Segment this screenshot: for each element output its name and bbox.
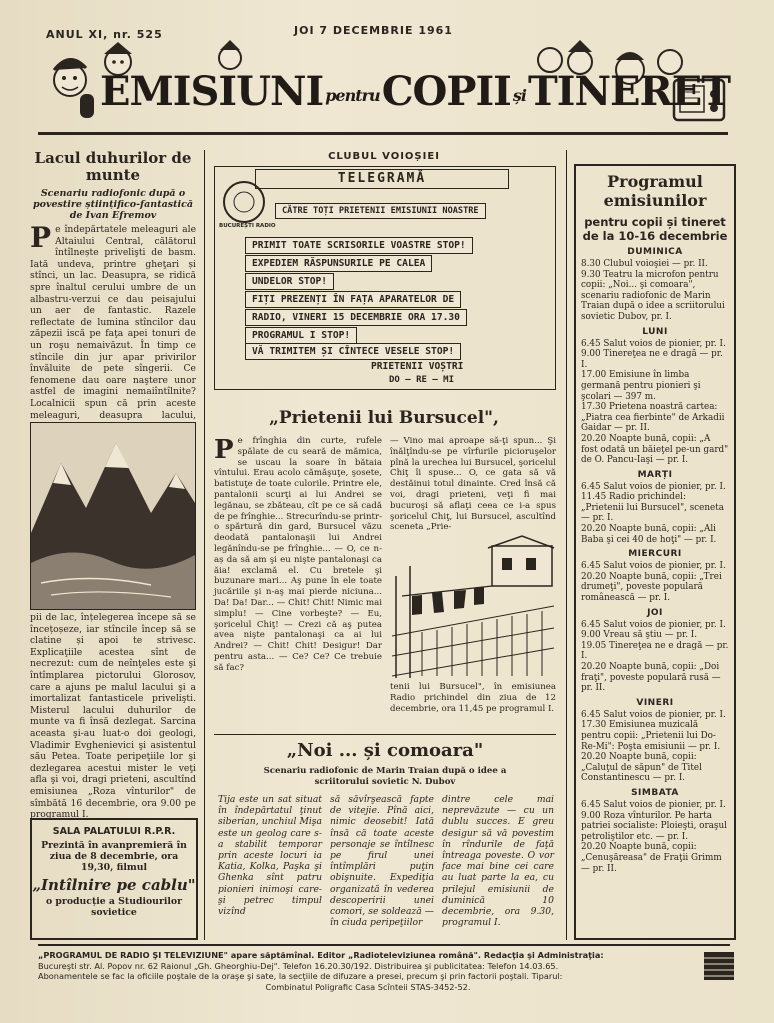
barcode-mark-icon bbox=[704, 952, 734, 980]
program-entry: 9.30 Teatru la microfon pentru copii: „Noi... şi comoara", scenariu radiofonic de Marin Traian după o idee a scriitorului sovietic Dubov, pr. I. bbox=[581, 269, 725, 322]
program-entry: 20.20 Noapte bună, copii: „Doi fraţi", poveste populară rusă — pr. II. bbox=[581, 662, 721, 694]
footer-line: Abonamentele se fac la oficiile poştale de la oraşe şi sate, la secţiile de difuzare a presei, precum şi prin factorii poştali. Tiparul: bbox=[38, 971, 563, 981]
program-box bbox=[574, 164, 736, 940]
program-entry: 6.45 Salut voios de pionier, pr. I. bbox=[581, 799, 726, 810]
telegram-line: EXPEDIEM RĂSPUNSURILE PE CALEA bbox=[245, 255, 432, 272]
telegram-line: PRIMIT TOATE SCRISORILE VOASTRE STOP! bbox=[245, 237, 473, 254]
bursucel-column-1: Pe frînghia din curte, rufele spălate de cu seară de mămica, se uscau la soare în bătaia vîntului. Erau acolo cămăşuţe, şosete, batistuţe de toate culorile. Printre ele, pantalonii scurţi ai lui Andrei se legănau, se zbăteau, cît pe ce să cadă de pe frînghie... Strecurîndu-se printr-o spărtură din gard, Bursucel văzu deodată pantalonaşii lui Andrei legănîndu-se pe frînghie... — O, ce n-aș da să am şi eu nişte pantalonaşi ca ăia! exclamă el. Cu bretele şi buzunare mari... Aş pune în ele toate jucăriile şi n-aş mai pierde niciuna... Da! Da! Dar... — Chit! Chit! Nimic mai simplu! — Cine vorbeşte? — Eu, şoricelul Chiţ! — Crezi că aş putea avea nişte pantalonaşi ca ai lui Andrei? — Chit! Chit! Desigur! Dar pentru asta... — Ce? Ce? Ce trebuie să fac? bbox=[214, 435, 382, 673]
left-article-subtitle: Scenariu radiofonic după o povestire științifico-fantastică de Ivan Efremov bbox=[32, 188, 194, 221]
program-day-heading: MARȚI bbox=[637, 469, 673, 480]
program-schedule bbox=[576, 247, 734, 874]
masthead bbox=[40, 40, 730, 132]
program-entry: 6.45 Salut voios de pionier, pr. I. bbox=[581, 619, 726, 630]
telegram-line: PROGRAMUL I STOP! bbox=[245, 327, 357, 344]
mountain-lake-illustration bbox=[30, 422, 196, 610]
bursucel-column-2: — Vino mai aproape să-ţi spun... Şi înălţîndu-se pe vîrfurile picioruşelor pînă la urechea lui Bursucel, şoricelul Chiţ îi spuse... O, ce gata să vă destăinui totul dinainte. Cred însă că voi, dragi prieteni, veţi fi mai bucuroşi să aflaţi ceea ce i-a spus şoricelul Chiţ, lui Bursucel, ascultînd sceneta „Prie- bbox=[390, 436, 556, 533]
column-divider bbox=[204, 150, 205, 940]
left-article-title: Lacul duhurilor de munte bbox=[34, 149, 192, 184]
footer-line: Bucureşti str. Al. Popov nr. 62 Raionul „Gh. Gheorghiu-Dej". Telefon 16.20.30/192. Distribuirea şi publicitatea: Telefon 14.03.65. bbox=[38, 960, 559, 971]
program-day-heading: MIERCURI bbox=[628, 549, 682, 560]
program-entry: 6.45 Salut voios de pionier, pr. I. bbox=[581, 338, 726, 349]
program-entry: 6.45 Salut voios de pionier, pr. I. bbox=[581, 709, 726, 720]
left-article-continuation: pii de lac, înțelegerea începe să se încețoșeze, iar stîncile încep să se clatine și apoi te strivesc. Explicaţiile acestea sînt de necrezut: cum de neînţeles este şi întîmplarea pictorului Glorosov, care a ajuns pe malul lacului şi a imortalizat fantasticele privelişti. Misterul lacului duhurilor de munte va fi însă dezlegat. Sarcina aceasta şi-au luat-o doi geologi, Vladimir Evghenievici şi asistentul său Petea. Toate peripeţiile lor şi dezlegarea acestui mister le veţi afla şi voi, dragi prieteni, ascultînd emisiunea „Roza vînturilor" de sîmbătă 16 decembrie, ora 9.00 pe programul I. bbox=[30, 612, 196, 821]
telegram-signature-names: DO — RE — MI bbox=[389, 375, 455, 385]
program-entry: 20.20 Noapte bună, copii: „A fost odată un băieţel pe-un gard" de O. Pancu-Iaşi — pr. I. bbox=[581, 433, 729, 466]
clothesline-yard-icon bbox=[392, 536, 554, 678]
bursucel-title: „Prietenii lui Bursucel", bbox=[269, 408, 499, 428]
program-entry: 9.00 Roza vînturilor. Pe harta patriei socialiste: Ploieşti, oraşul petroliştilor etc. — pr. I. bbox=[581, 810, 727, 842]
program-day-heading: LUNI bbox=[642, 326, 668, 337]
program-entry: 20.20 Noapte bună, copii: „Trei drumeţi", poveste populară românească — pr. I. bbox=[581, 571, 722, 604]
telegram-line: VĂ TRIMITEM ȘI CÎNTECE VESELE STOP! bbox=[245, 343, 461, 360]
program-entry: 17.30 Emisiunea muzicală pentru copii: „Prietenii lui Do-Re-Mi": Poşta emisiunii — pr. I. bbox=[581, 720, 721, 752]
program-entry: 20.20 Noapte bună, copii: „Ali Baba şi cei 40 de hoţi" — pr. I. bbox=[581, 524, 717, 545]
section-rule bbox=[214, 734, 556, 735]
comoara-column-2: să săvîrşească fapte de vitejie. Pînă aici, nimic deosebit! Iată însă că toate aceste personaje se întîlnesc pe firul unei întîmplări puţin obişnuite. Expediţia organizată în vederea descoperirii unei comori, se soldează — în ciuda peripeţiilor bbox=[330, 794, 434, 929]
postmark-stamp-icon bbox=[221, 179, 267, 225]
program-day-heading: JOI bbox=[647, 607, 663, 618]
bursucel-column-2-end: tenii lui Bursucel", în emisiunea Radio prichindel din ziua de 12 decembrie, ora 11,45 pe programul I. bbox=[390, 682, 556, 714]
program-entry: 11.45 Radio prichindel: „Prietenii lui Bursucel", sceneta — pr. I. bbox=[581, 492, 725, 524]
footer-line: Combinatul Poligrafic Casa Scînteii STAS-3452-52. bbox=[265, 981, 471, 992]
footer-rule bbox=[38, 944, 730, 946]
ad-text: Prezintă în avanpremieră în ziua de 8 decembrie, ora 19,30, filmul bbox=[41, 840, 187, 873]
program-entry: 9.00 Tinereţea ne e dragă — pr. I. bbox=[581, 349, 723, 370]
left-article-body: Pe îndepărtatele meleaguri ale Altaiului Central, călătorul întîlnește privelişti de basm. Iată undeva, printre gheţari și stînci, un lac. Deasupra, se ridică spre înaltul cerului umbre de un albastru-verzui ce dau peisajului un aer de fantastic. Razele reflectate de lumina stîncilor dau zăpezii iscă pe faţa apei tonuri de un roşu nemaivăzut. În timp ce stîncile din jur apar privirilor învăluite de pete sîngerii. Ce fenomene dau oare naştere unor astfel de imagini nemaiîntîlnite? Localnicii spun că prin aceste meleaguri, deasupra lacului, bbox=[30, 221, 196, 421]
program-entry: 17.00 Emisiune în limba germană pentru pionieri şi şcolari — 397 m. bbox=[581, 370, 701, 402]
masthead-title: EMISIUNI pentruCOPII șiTINERET bbox=[100, 68, 730, 115]
ad-production: o producție a Studiourilor sovietice bbox=[45, 896, 183, 918]
club-title: CLUBUL VOIOȘIEI bbox=[328, 151, 440, 162]
program-entry: 8.30 Clubul voioşiei — pr. II. bbox=[581, 259, 708, 269]
issue-number: ANUL XI, nr. 525 bbox=[46, 28, 163, 41]
telegram-signature: PRIETENII VOȘTRI bbox=[371, 361, 464, 372]
comoara-column-3: dintre cele mai neprevăzute — cu un dublu succes. E greu desigur să vă povestim în rîndurile de faţă întreaga poveste. O vor face mai bine cei care au luat parte la ea, cu prilejul emisiunii de duminică 10 decembrie, ora 9.30, programul I. bbox=[442, 794, 554, 929]
column-divider bbox=[566, 150, 567, 940]
telegram-form bbox=[214, 166, 556, 390]
program-entry: 20.20 Noapte bună, copii: „Caluţul de săpun" de Titel Constantinescu — pr. I. bbox=[581, 752, 702, 784]
program-day-heading: SIMBATA bbox=[631, 787, 679, 798]
program-entry: 20.20 Noapte bună, copii: „Cenuşăreasa" de Fraţii Grimm — pr. II. bbox=[581, 842, 722, 874]
comoara-title: „Noi ... și comoara" bbox=[286, 740, 484, 761]
telegram-line: FIȚI PREZENȚI ÎN FAȚA APARATELOR DE bbox=[245, 291, 461, 308]
program-entry: 17.30 Prietena noastră cartea: „Piatra cea fierbinte" de Arkadii Gaidar — pr. II. bbox=[581, 402, 725, 434]
telegram-line: RADIO, VINERI 15 DECEMBRIE ORA 17.30 bbox=[245, 309, 467, 326]
yard-illustration bbox=[392, 536, 554, 678]
dropcap: P bbox=[214, 435, 234, 465]
cinema-ad bbox=[30, 818, 198, 940]
comoara-subtitle: Scenariu radiofonic de Marin Traian după o idee a scriitorului sovietic N. Dubov bbox=[263, 766, 507, 787]
comoara-column-1: Tija este un sat situat în îndepărtatul ţinut siberian, unchiul Mişa este un geolog care s-a stabilit temporar prin aceste locuri ia Katia, Kolka, Paşka şi Ghenka sînt patru pionieri inimoşi care-şi petrec timpul vizînd bbox=[218, 794, 322, 918]
telegram-title: TELEGRAMĂ bbox=[255, 169, 509, 189]
publisher-footer bbox=[38, 950, 698, 992]
footer-line: „PROGRAMUL DE RADIO ŞI TELEVIZIUNE" apare săptămînal. Editor „Radioteleviziunea română". Redacţia şi Administraţia: bbox=[38, 950, 604, 960]
program-subtitle: pentru copii și tineret de la 10-16 decembrie bbox=[582, 215, 728, 243]
dropcap: P bbox=[30, 221, 52, 254]
telegram-recipient: CĂTRE TOȚI PRIETENII EMISIUNII NOASTRE bbox=[275, 203, 486, 219]
ad-title: SALA PALATULUI R.P.R. bbox=[52, 826, 176, 837]
program-day-heading: DUMINICA bbox=[627, 247, 683, 257]
program-entry: 19.05 Tinereţea ne e dragă — pr. I. bbox=[581, 640, 729, 662]
stamp-text: BUCUREȘTI RADIO bbox=[219, 223, 276, 229]
program-title: Programul emisiunilor bbox=[603, 172, 707, 210]
mountains-icon bbox=[31, 423, 195, 609]
ad-film-title: „Intîlnire pe cablu" bbox=[32, 876, 196, 894]
program-entry: 6.45 Salut voios de pionier, pr. I. bbox=[581, 561, 726, 572]
program-entry: 9.00 Vreau să ştiu — pr. I. bbox=[581, 630, 698, 641]
program-entry: 6.45 Salut voios de pionier, pr. I. bbox=[581, 481, 726, 492]
program-day-heading: VINERI bbox=[636, 697, 674, 708]
issue-date: JOI 7 DECEMBRIE 1961 bbox=[294, 24, 453, 37]
telegram-line: UNDELOR STOP! bbox=[245, 273, 334, 290]
masthead-rule bbox=[38, 132, 728, 135]
